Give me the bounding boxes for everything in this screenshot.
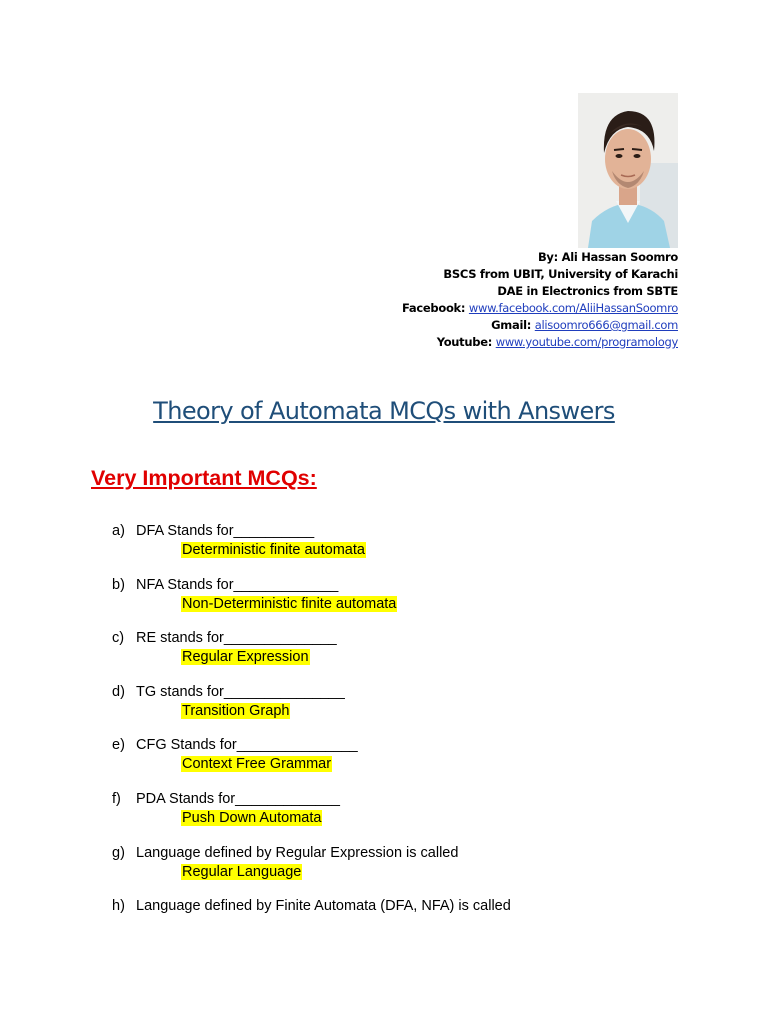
author-diploma: DAE in Electronics from SBTE xyxy=(497,284,678,298)
gmail-link[interactable]: alisoomro666@gmail.com xyxy=(534,318,678,332)
gmail-line xyxy=(402,317,678,334)
question-item xyxy=(112,683,511,737)
question-item xyxy=(112,576,511,630)
question-text: CFG Stands for_______________ xyxy=(136,737,358,754)
gmail-label: Gmail: xyxy=(491,318,532,332)
answer-highlight: Transition Graph xyxy=(182,702,290,719)
youtube-link[interactable]: www.youtube.com/programology xyxy=(495,335,678,349)
question-item xyxy=(112,790,511,844)
question-item xyxy=(112,844,511,898)
answer-highlight: Regular Language xyxy=(182,863,302,880)
question-item xyxy=(112,897,511,951)
question-letter: b) xyxy=(112,576,125,593)
question-letter: h) xyxy=(112,898,125,915)
facebook-label: Facebook: xyxy=(402,301,466,315)
facebook-line xyxy=(402,300,678,317)
question-letter: a) xyxy=(112,523,125,539)
question-item xyxy=(112,522,511,576)
answer-highlight: Context Free Grammar xyxy=(182,756,332,773)
answer-highlight: Push Down Automata xyxy=(182,809,322,826)
question-text: RE stands for______________ xyxy=(136,630,337,647)
question-letter: g) xyxy=(112,844,125,861)
youtube-label: Youtube: xyxy=(436,335,492,349)
answer-highlight: Non-Deterministic finite automata xyxy=(182,595,397,612)
author-degree: BSCS from UBIT, University of Karachi xyxy=(443,267,678,281)
question-text: Language defined by Finite Automata (DFA, NFA) is called xyxy=(136,898,511,915)
question-item xyxy=(112,736,511,790)
author-block xyxy=(402,249,678,351)
youtube-line xyxy=(402,334,678,351)
question-letter: e) xyxy=(112,737,125,754)
question-text: TG stands for_______________ xyxy=(136,683,345,700)
author-photo xyxy=(578,93,678,248)
question-text: DFA Stands for__________ xyxy=(136,523,315,539)
question-item xyxy=(112,629,511,683)
question-text: NFA Stands for_____________ xyxy=(136,576,339,593)
answer-highlight: Regular Expression xyxy=(182,649,309,666)
facebook-link[interactable]: www.facebook.com/AliiHassanSoomro xyxy=(468,301,678,315)
question-text: Language defined by Regular Expression is called xyxy=(136,844,459,861)
question-letter: d) xyxy=(112,683,125,700)
question-list xyxy=(112,522,511,951)
question-letter: c) xyxy=(112,630,125,647)
author-name: By: Ali Hassan Soomro xyxy=(537,250,678,264)
page-title: Theory of Automata MCQs with Answers xyxy=(153,397,615,425)
question-text: PDA Stands for_____________ xyxy=(136,790,340,807)
question-letter: f) xyxy=(112,790,121,807)
answer-highlight: Deterministic finite automata xyxy=(182,542,365,558)
section-heading: Very Important MCQs: xyxy=(91,466,317,490)
